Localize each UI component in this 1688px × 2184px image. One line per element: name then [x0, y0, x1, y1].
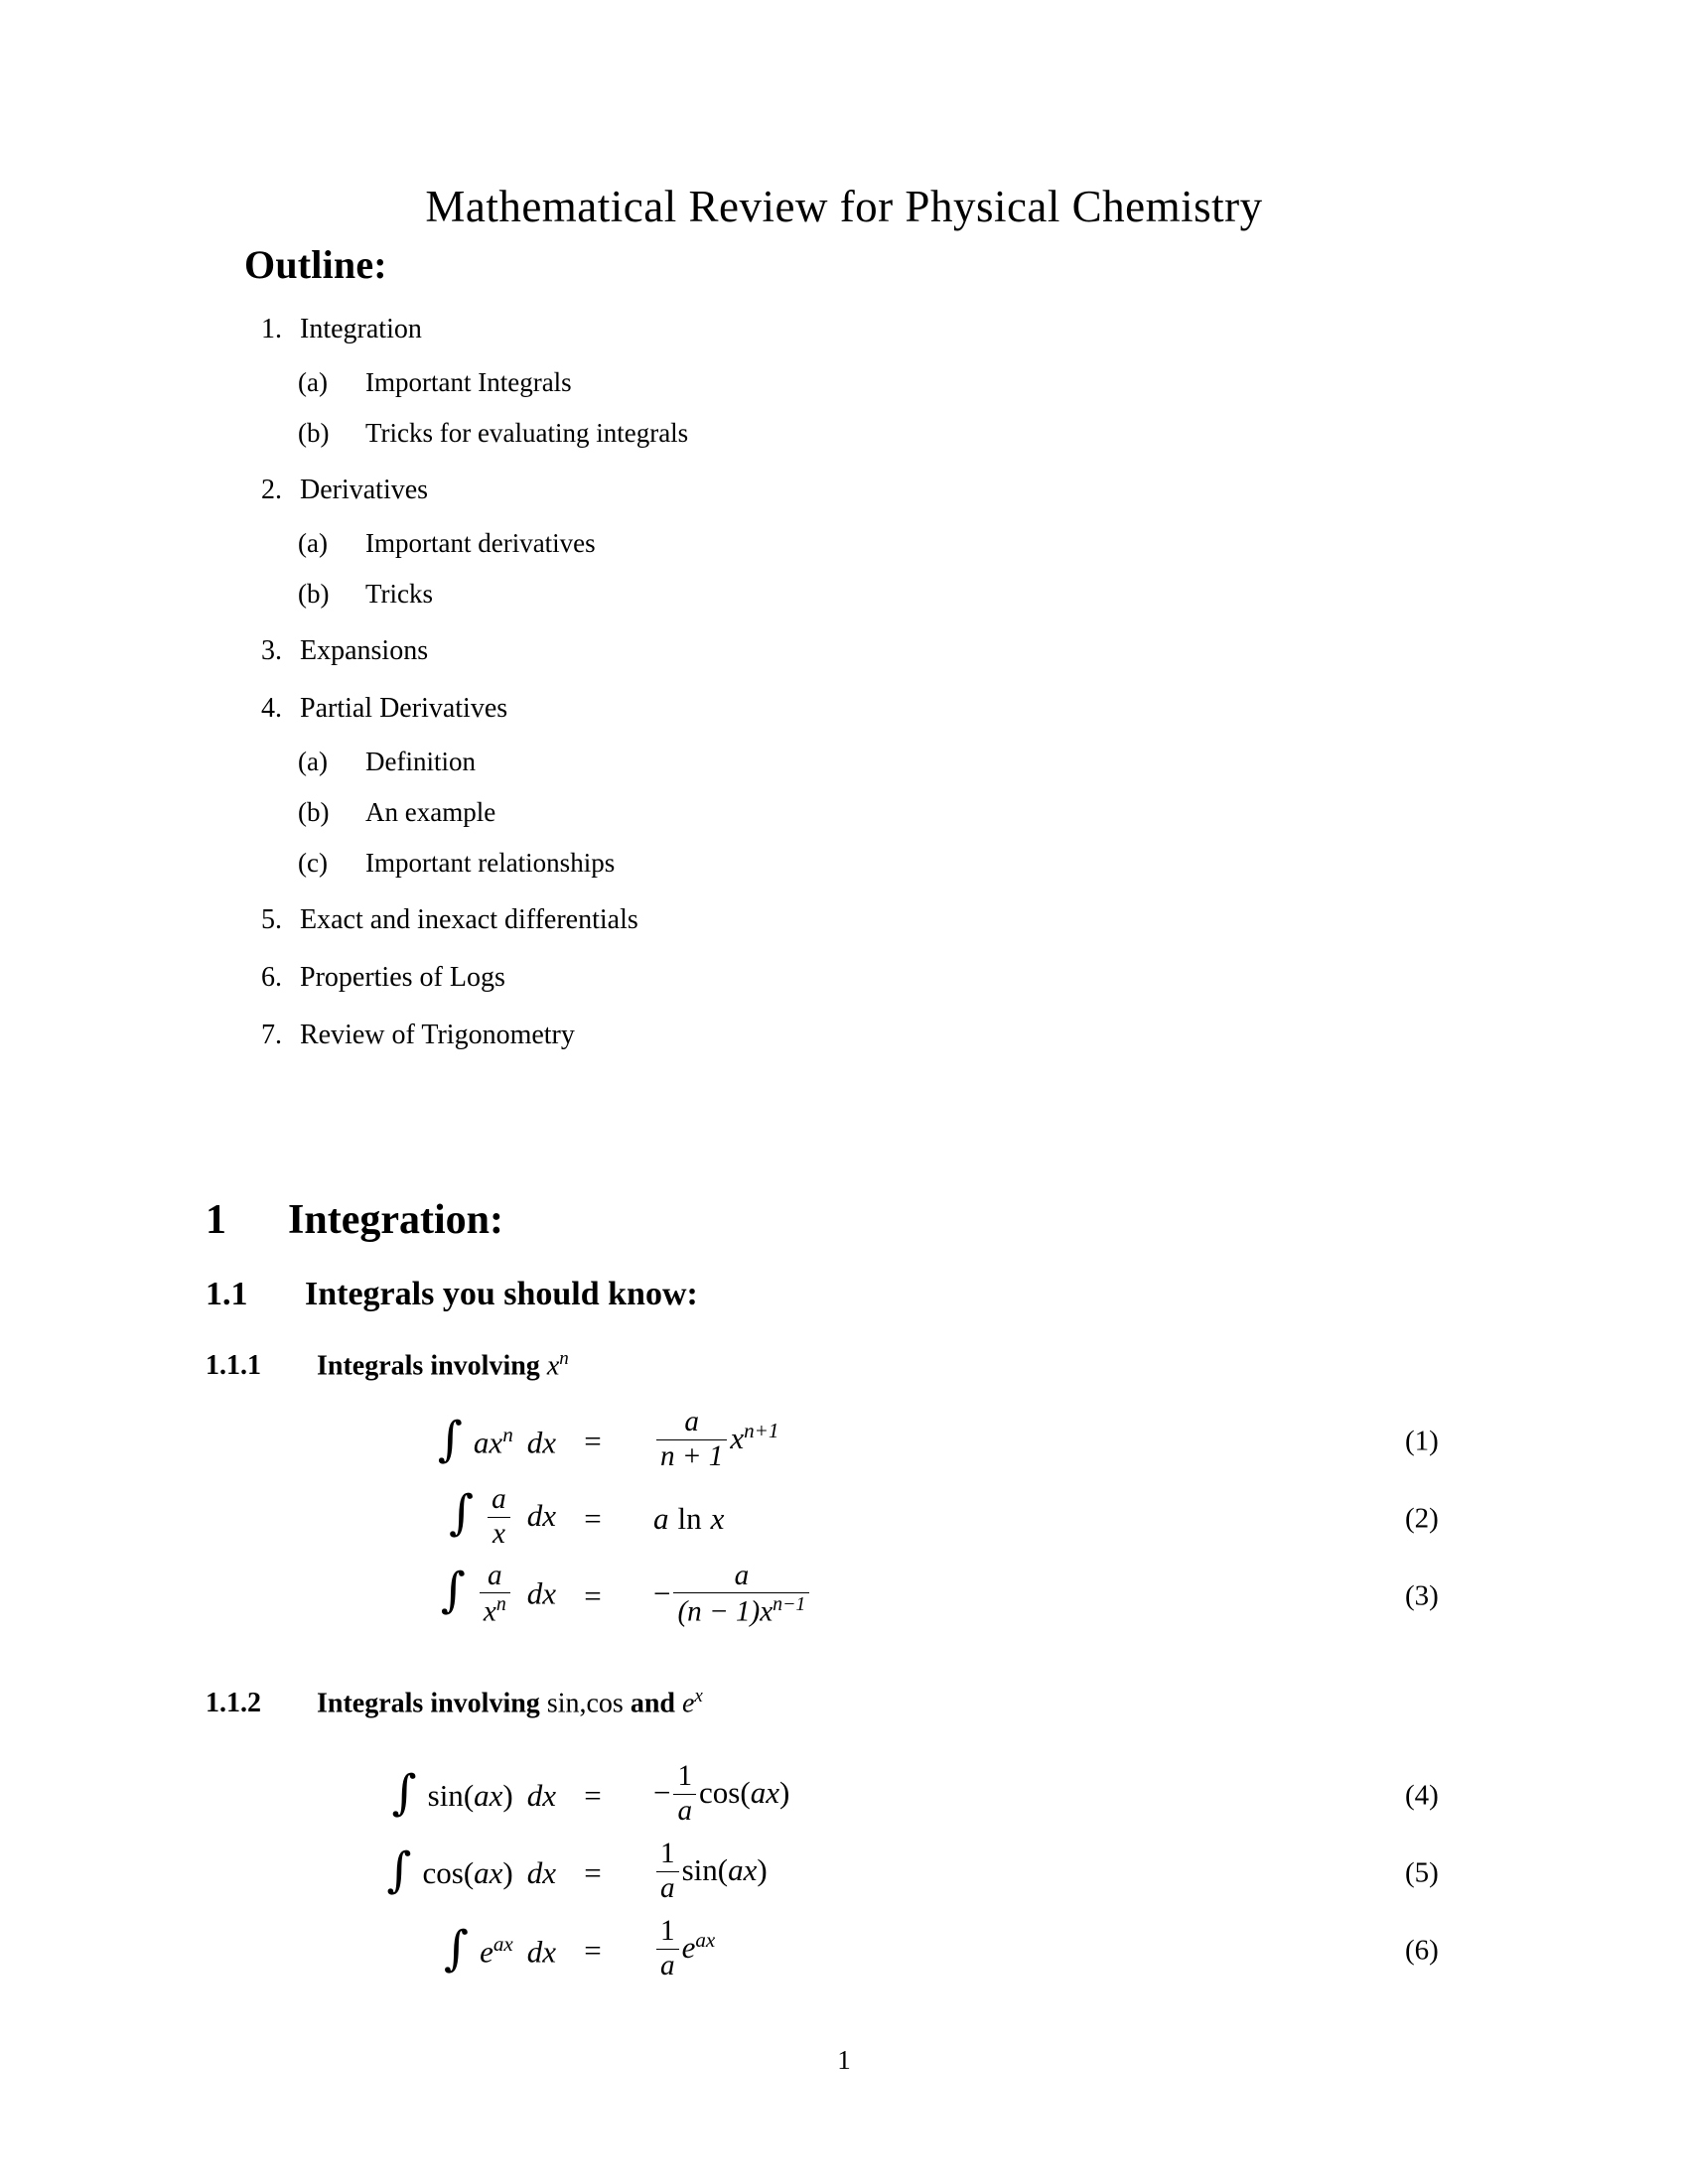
equation-row: [0, 1403, 1688, 1480]
equation-rhs: [630, 1501, 1209, 1537]
equation-number: (6): [1405, 1934, 1439, 1967]
equation-rhs: − $\frac{1}{a}$ cos(ax): [653, 1760, 790, 1827]
math-coefficient-a: a: [474, 1778, 490, 1813]
list-item: [238, 477, 1231, 608]
fraction-numerator: 1: [660, 1838, 675, 1870]
equation-group-trig: [0, 1757, 1688, 1989]
math-exponent-ax: ax: [492, 1931, 513, 1956]
math-paren-n-minus-1: (n − 1): [677, 1595, 761, 1628]
subsubsection-number: 1.1.1: [206, 1350, 261, 1382]
fraction: [656, 1916, 679, 1981]
equation-lhs: [0, 1412, 556, 1468]
list-marker: 2.: [261, 475, 282, 505]
fraction-numerator: 1: [677, 1760, 693, 1793]
integral-icon: ∫: [391, 1765, 417, 1821]
page-title: Mathematical Review for Physical Chemistry: [425, 182, 1263, 231]
list-marker: (b): [298, 797, 330, 827]
list-item-label: Definition: [365, 747, 476, 776]
math-variable-e: e: [681, 1930, 696, 1966]
fraction-denominator: [673, 1592, 809, 1628]
list-item: [238, 695, 1231, 877]
equation-relation: =: [584, 1778, 602, 1813]
equation-relation: =: [584, 1501, 602, 1536]
outline-list: [238, 316, 1231, 1079]
equation-number: (1): [1405, 1425, 1439, 1457]
list-item: [238, 369, 1231, 396]
section-heading-1: [206, 1196, 503, 1244]
math-variable-x: x: [546, 1350, 560, 1382]
equation-row: [0, 1912, 1688, 1989]
list-item-label: Important relationships: [365, 848, 616, 878]
list-item: [238, 1022, 1231, 1049]
sublist: [238, 530, 1231, 608]
math-variable-x: x: [489, 1778, 503, 1813]
list-marker: 4.: [261, 693, 282, 724]
math-exponent-n-minus-1: n−1: [773, 1593, 806, 1616]
math-variable-x: x: [743, 1852, 758, 1888]
list-marker: (b): [298, 418, 330, 448]
list-marker: (c): [298, 848, 328, 878]
math-coefficient-a: a: [474, 1855, 490, 1890]
section-heading-1-1-2: [206, 1686, 703, 1719]
subsubsection-title-prefix: Integrals involving: [317, 1350, 547, 1382]
subsubsection-number: 1.1.2: [206, 1688, 261, 1719]
math-variable-x: x: [730, 1421, 745, 1456]
outline-heading: Outline:: [244, 242, 387, 287]
fraction-denominator: a: [656, 1871, 679, 1904]
list-item-label: Tricks for evaluating integrals: [365, 418, 689, 448]
math-exponent-n: n: [495, 1593, 506, 1616]
math-differential-dx: dx: [526, 1498, 556, 1534]
list-marker: 6.: [261, 962, 282, 993]
math-variable-e: e: [480, 1934, 493, 1970]
equation-rhs: [630, 1915, 1209, 1983]
list-item: [238, 799, 1231, 826]
math-exponent-n: n: [559, 1348, 569, 1369]
math-coefficient-a: a: [750, 1775, 767, 1811]
fraction: [673, 1761, 696, 1827]
fraction-denominator: n + 1: [656, 1439, 727, 1472]
equation-number: (2): [1405, 1502, 1439, 1535]
fraction: [656, 1407, 727, 1472]
list-item-label: Important derivatives: [365, 528, 596, 558]
list-marker: (a): [298, 528, 328, 558]
equation-relation: =: [584, 1424, 602, 1458]
subsection-number: 1.1: [206, 1276, 248, 1312]
subsubsection-title-prefix: Integrals involving: [317, 1688, 547, 1719]
equation-relation: =: [584, 1855, 602, 1890]
fraction-numerator: 1: [660, 1915, 675, 1948]
math-variable-x: x: [766, 1775, 779, 1811]
integral-icon: ∫: [386, 1843, 412, 1898]
list-item-label: Tricks: [365, 579, 434, 609]
integral-icon: ∫: [444, 1921, 470, 1978]
math-variable-x: x: [489, 1855, 503, 1890]
math-coefficient-a: a: [473, 1425, 490, 1460]
subsubsection-title-mid: and: [623, 1688, 682, 1719]
equation-number: (5): [1405, 1856, 1439, 1889]
list-marker: 1.: [261, 314, 282, 344]
fraction: [480, 1561, 510, 1629]
math-variable-x: x: [760, 1595, 774, 1628]
math-variable-x: x: [710, 1501, 725, 1536]
section-heading-1-1-1: [206, 1348, 569, 1382]
list-item-label: Important Integrals: [365, 367, 572, 397]
list-item-label: Exact and inexact differentials: [300, 904, 638, 935]
equation-lhs: ∫ cos(ax) dx: [386, 1843, 556, 1898]
section-number: 1: [206, 1197, 226, 1243]
equation-relation: =: [584, 1578, 602, 1613]
equation-lhs: [0, 1921, 556, 1978]
list-item-label: Partial Derivatives: [300, 693, 508, 724]
math-exponent-n-plus-1: n+1: [744, 1418, 779, 1442]
equation-rhs: $\frac{1}{a}$ sin(ax): [630, 1841, 1209, 1906]
fraction-numerator: a: [488, 1559, 502, 1591]
subsection-title: Integrals you should know:: [305, 1276, 698, 1312]
equation-rhs: [630, 1406, 1209, 1474]
math-function-cos: cos: [422, 1855, 464, 1890]
list-item: [238, 316, 1231, 447]
math-differential-dx: dx: [526, 1425, 556, 1460]
list-item-label: An example: [365, 797, 496, 827]
math-coefficient-a: a: [653, 1501, 669, 1536]
fraction: [656, 1839, 679, 1904]
math-exponent-ax: ax: [695, 1927, 716, 1952]
fraction-denominator: a: [656, 1949, 679, 1981]
list-item: [238, 530, 1231, 557]
math-function-ln: ln: [677, 1501, 702, 1536]
section-title: Integration:: [288, 1197, 503, 1243]
list-item-label: Integration: [300, 314, 422, 344]
list-item: [238, 581, 1231, 608]
fraction-numerator: a: [684, 1406, 699, 1438]
math-differential-dx: dx: [526, 1575, 556, 1611]
sublist: [238, 369, 1231, 447]
list-item: [238, 964, 1231, 992]
equation-number: (4): [1405, 1779, 1439, 1812]
list-item: [238, 749, 1231, 775]
math-variable-x: x: [483, 1595, 496, 1628]
math-function-sin: sin: [681, 1852, 718, 1888]
math-variable-e: e: [681, 1688, 695, 1719]
equation-group-xn: [0, 1403, 1688, 1635]
math-exponent-n: n: [502, 1422, 513, 1446]
list-item: [238, 850, 1231, 877]
equation-row: [0, 1480, 1688, 1558]
list-item-label: Review of Trigonometry: [300, 1020, 575, 1050]
list-item: [238, 906, 1231, 934]
math-variable-x: x: [489, 1425, 503, 1460]
math-differential-dx: dx: [526, 1778, 556, 1813]
math-sign-minus: −: [653, 1575, 671, 1611]
list-marker: (a): [298, 747, 328, 776]
equation-lhs: [0, 1559, 556, 1631]
math-function-sin: sin: [427, 1778, 464, 1813]
equation-rhs: [630, 1559, 1209, 1631]
integral-icon: ∫: [440, 1563, 466, 1619]
list-marker: 5.: [261, 904, 282, 935]
equation-row: [0, 1835, 1688, 1912]
equation-relation: =: [584, 1933, 602, 1968]
math-sign-minus: −: [653, 1775, 671, 1811]
equation-lhs: ∫ sin(ax) dx: [391, 1765, 556, 1821]
list-item-label: Properties of Logs: [300, 962, 505, 993]
math-exponent-x: x: [694, 1686, 703, 1706]
fraction-denominator: x: [488, 1517, 510, 1550]
fraction: [673, 1561, 809, 1629]
math-coefficient-a: a: [728, 1852, 744, 1888]
list-marker: 7.: [261, 1020, 282, 1050]
math-functions-sin-cos: sin,cos: [546, 1688, 624, 1719]
page-number: 1: [837, 2045, 851, 2075]
fraction-denominator: [480, 1592, 510, 1628]
list-item-label: Expansions: [300, 635, 429, 666]
integral-icon: ∫: [437, 1412, 463, 1468]
integral-icon: ∫: [449, 1485, 475, 1542]
fraction-denominator: a: [673, 1794, 696, 1827]
list-marker: (b): [298, 579, 330, 609]
section-heading-1-1: [206, 1276, 698, 1313]
fraction-numerator: a: [492, 1483, 506, 1516]
list-item-label: Derivatives: [300, 475, 429, 505]
fraction: [488, 1484, 510, 1550]
equation-number: (3): [1405, 1579, 1439, 1612]
sublist: [238, 749, 1231, 877]
math-differential-dx: dx: [526, 1855, 556, 1890]
list-marker: (a): [298, 367, 328, 397]
math-function-cos: cos: [699, 1775, 741, 1811]
list-item: [238, 420, 1231, 447]
math-differential-dx: dx: [526, 1934, 556, 1970]
equation-row: [0, 1757, 1688, 1835]
list-item: [238, 637, 1231, 665]
equation-lhs: [0, 1483, 556, 1552]
list-marker: 3.: [261, 635, 282, 666]
fraction-numerator: a: [734, 1559, 750, 1591]
equation-row: [0, 1558, 1688, 1635]
